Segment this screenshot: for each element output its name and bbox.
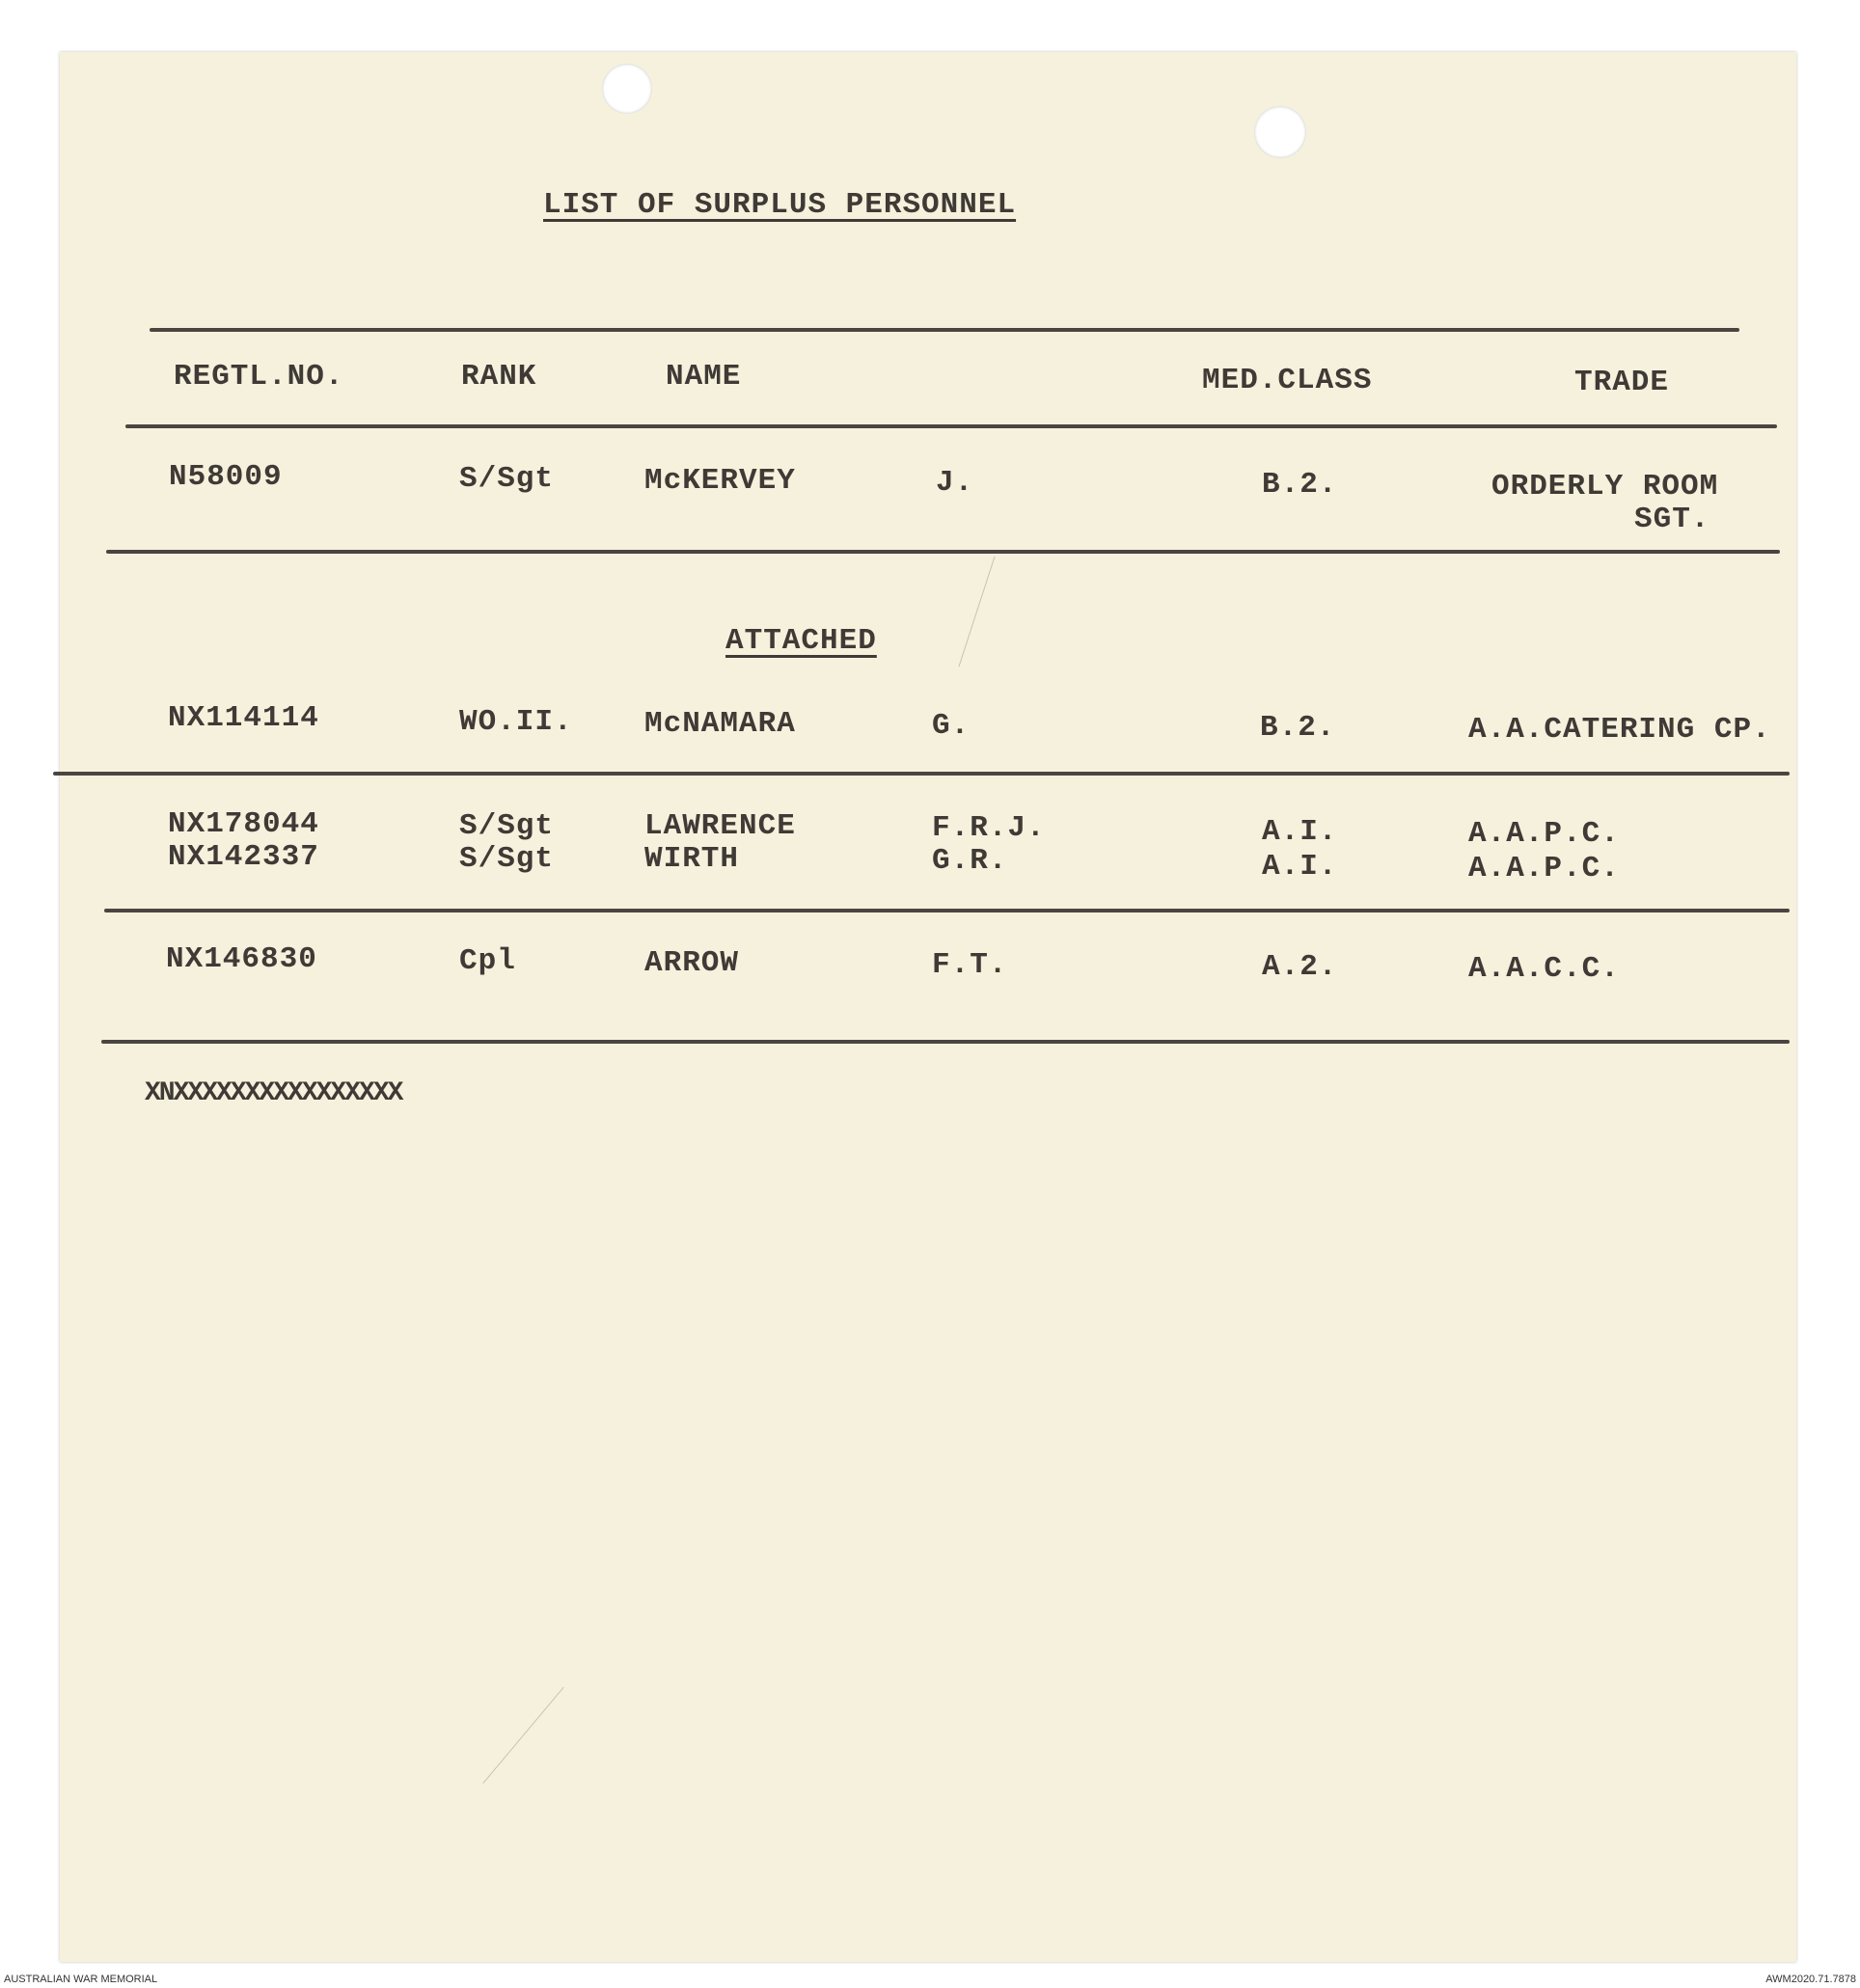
med-class-cell: A.2. bbox=[1262, 950, 1338, 984]
regtl-no-cell: NX178044 bbox=[168, 807, 319, 841]
surname-cell: ARROW bbox=[644, 946, 740, 980]
paper-crease bbox=[958, 557, 995, 667]
trade-cell-continued: SGT. bbox=[1634, 503, 1710, 536]
rank-cell: S/Sgt bbox=[459, 809, 555, 843]
initials-cell: F.T. bbox=[932, 948, 1008, 982]
rank-cell: Cpl bbox=[459, 944, 516, 978]
punch-hole-right bbox=[1254, 106, 1306, 158]
initials-cell: G.R. bbox=[932, 844, 1008, 878]
header-regtl-no: REGTL.NO. bbox=[174, 360, 344, 394]
med-class-cell: A.I. bbox=[1262, 850, 1338, 884]
regtl-no-cell: NX142337 bbox=[168, 840, 319, 874]
struck-out-text: XNXXXXXXXXXXXXXXXX bbox=[145, 1078, 402, 1108]
surname-cell: McNAMARA bbox=[644, 707, 796, 741]
punch-hole-left bbox=[602, 64, 652, 114]
med-class-cell: B.2. bbox=[1260, 711, 1336, 745]
document-sheet bbox=[60, 52, 1796, 1962]
trade-cell: ORDERLY ROOM bbox=[1491, 470, 1719, 504]
header-trade: TRADE bbox=[1574, 366, 1670, 399]
row-rule bbox=[53, 772, 1790, 776]
paper-crease bbox=[482, 1687, 563, 1784]
initials-cell: G. bbox=[932, 709, 971, 743]
rank-cell: S/Sgt bbox=[459, 842, 555, 876]
trade-cell: A.A.C.C. bbox=[1468, 952, 1620, 986]
header-rank: RANK bbox=[461, 360, 537, 394]
row-rule bbox=[104, 909, 1790, 912]
footer-source-label: AUSTRALIAN WAR MEMORIAL bbox=[4, 1974, 158, 1985]
header-med-class: MED.CLASS bbox=[1202, 364, 1373, 397]
regtl-no-cell: N58009 bbox=[169, 460, 283, 494]
regtl-no-cell: NX114114 bbox=[168, 701, 319, 735]
rank-cell: S/Sgt bbox=[459, 462, 555, 496]
trade-cell: A.A.P.C. bbox=[1468, 852, 1620, 885]
table-bottom-rule bbox=[101, 1040, 1790, 1044]
header-name: NAME bbox=[666, 360, 742, 394]
page-title: LIST OF SURPLUS PERSONNEL bbox=[543, 188, 1017, 222]
surname-cell: McKERVEY bbox=[644, 464, 796, 498]
trade-cell: A.A.P.C. bbox=[1468, 817, 1620, 851]
regtl-no-cell: NX146830 bbox=[166, 942, 317, 976]
initials-cell: F.R.J. bbox=[932, 811, 1046, 845]
med-class-cell: B.2. bbox=[1262, 468, 1338, 502]
surname-cell: WIRTH bbox=[644, 842, 740, 876]
attached-heading: ATTACHED bbox=[725, 624, 877, 658]
initials-cell: J. bbox=[936, 466, 974, 500]
surname-cell: LAWRENCE bbox=[644, 809, 796, 843]
table-top-rule bbox=[150, 328, 1739, 332]
header-bottom-rule bbox=[125, 424, 1777, 428]
med-class-cell: A.I. bbox=[1262, 815, 1338, 849]
trade-cell: A.A.CATERING CP. bbox=[1468, 713, 1771, 747]
section-rule bbox=[106, 550, 1780, 554]
rank-cell: WO.II. bbox=[459, 705, 573, 739]
footer-accession-number: AWM2020.71.7878 bbox=[1765, 1974, 1856, 1985]
